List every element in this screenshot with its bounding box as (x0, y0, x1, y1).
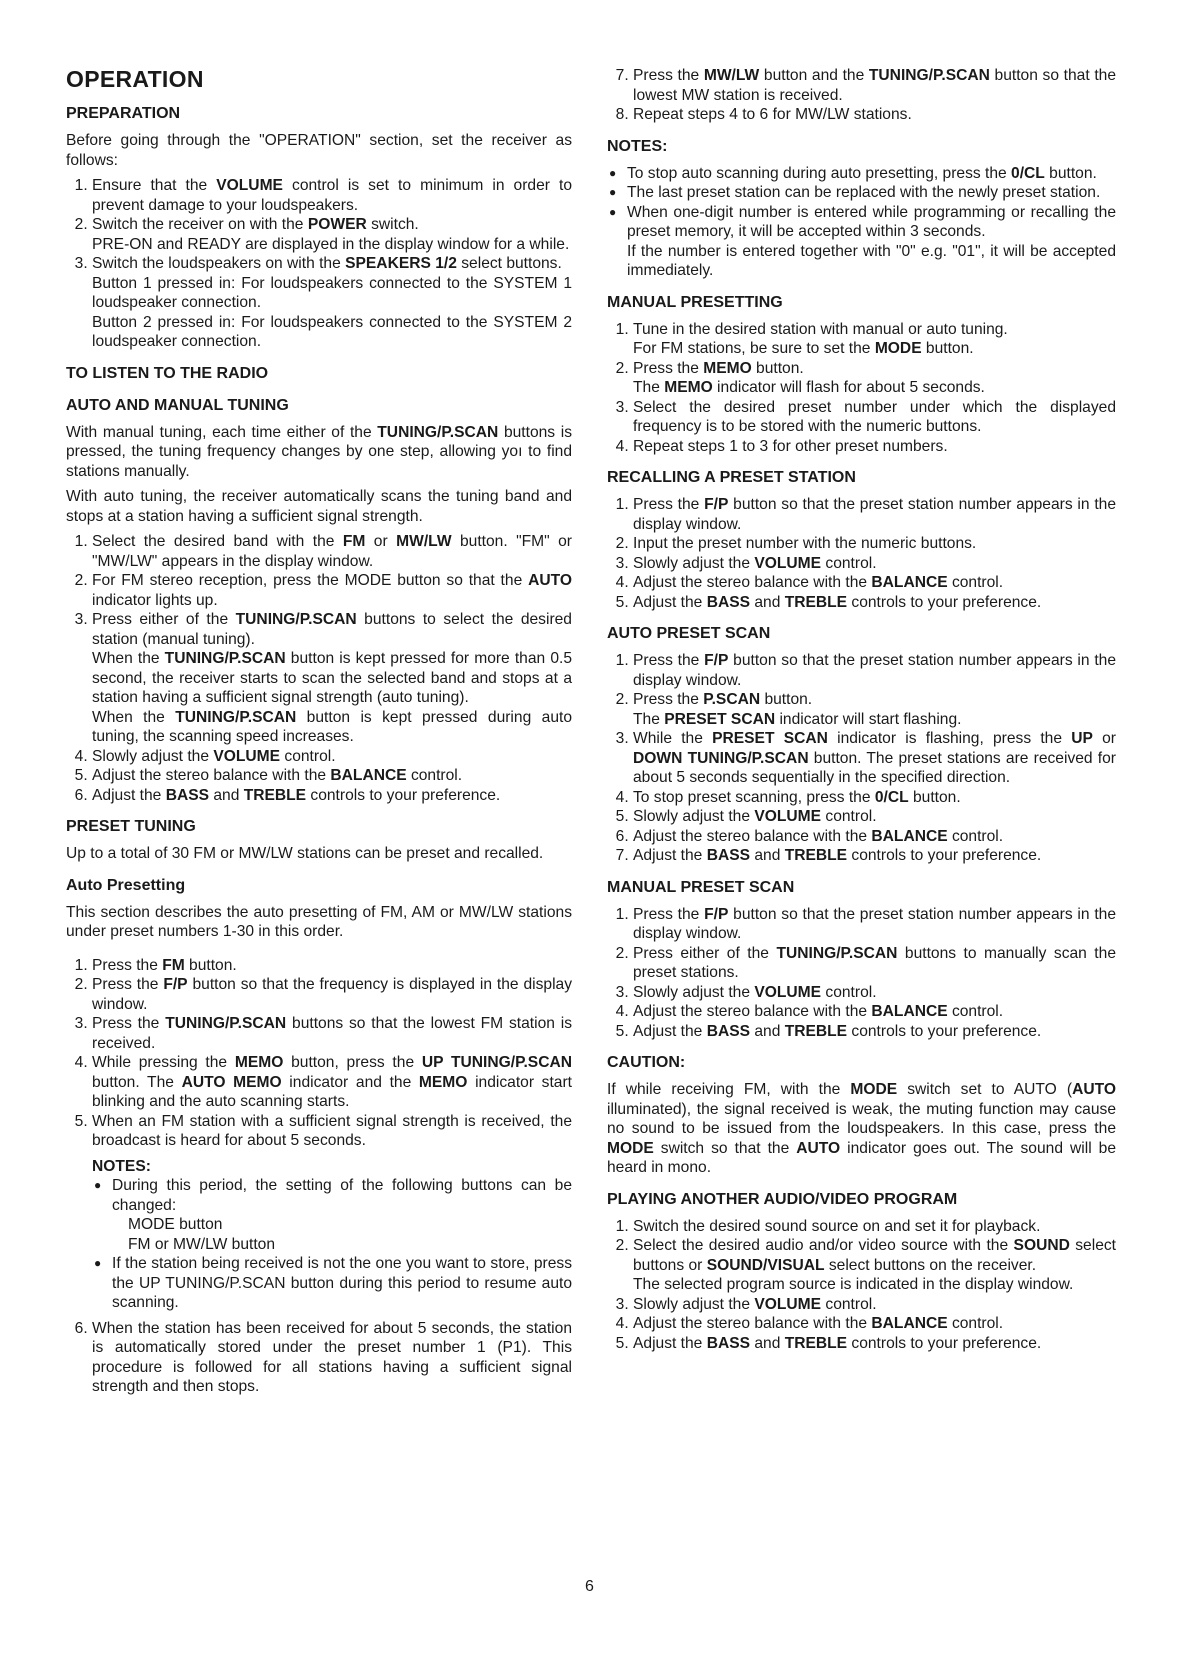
notes-heading: NOTES: (607, 137, 668, 155)
caution-heading: CAUTION: (607, 1054, 686, 1071)
step-item: 5. Adjust the BASS and TREBLE controls to your preference. (633, 1334, 1116, 1354)
step-item: 3. Press either of the TUNING/P.SCAN buttons to select the desired station (manual tuning). When the TUNING/P.SCAN button is kept pressed for more than 0.5 second, the receiver starts to scan the selected band and stops at a station having a sufficient signal strength (auto tuning). When the TUNING/P.SCAN button is kept pressed during auto tuning, the scanning speed increases. (92, 610, 572, 747)
notes-list (607, 164, 1116, 281)
step-item: 2. Input the preset number with the numeric buttons. (633, 534, 1116, 554)
step-item: 8. Repeat steps 4 to 6 for MW/LW stations. (633, 105, 1116, 125)
step-item: 2. Select the desired audio and/or video source with the SOUND select buttons or SOUND/VISUAL select buttons on the receiver. The selected program source is indicated in the display window. (633, 1236, 1116, 1295)
page-number: 6 (585, 1578, 594, 1595)
step-item: 2. Switch the receiver on with the POWER switch. PRE-ON and READY are displayed in the display window for a while. (92, 215, 572, 254)
auto-preset-scan-heading: AUTO PRESET SCAN (607, 625, 771, 642)
preparation-steps (66, 176, 572, 352)
step-item: 5. Slowly adjust the VOLUME control. (633, 807, 1116, 827)
manual-presetting-steps (607, 320, 1116, 457)
tuning-steps (66, 532, 572, 805)
auto-presetting-heading: Auto Presetting (66, 876, 186, 894)
preparation-heading: PREPARATION (66, 105, 181, 122)
auto-presetting-para: This section describes the auto presetting of FM, AM or MW/LW stations under preset numbers 1-30 in this order. (66, 903, 572, 940)
step-item: 4. Adjust the stereo balance with the BALANCE control. (633, 1314, 1116, 1334)
note-item: ● To stop auto scanning during auto presetting, press the 0/CL button. (607, 164, 1116, 184)
step-item: 4. Slowly adjust the VOLUME control. (92, 747, 572, 767)
step-item: 6. Adjust the stereo balance with the BALANCE control. (633, 827, 1116, 847)
step-item: 2. For FM stereo reception, press the MODE button so that the AUTO indicator lights up. (92, 571, 572, 610)
playing-heading: PLAYING ANOTHER AUDIO/VIDEO PROGRAM (607, 1190, 958, 1208)
listen-radio-heading: TO LISTEN TO THE RADIO (66, 364, 269, 382)
recalling-steps (607, 495, 1116, 612)
step-item: 2. Press the F/P button so that the frequency is displayed in the display window. (92, 975, 572, 1014)
preparation-intro: Before going through the "OPERATION" section, set the receiver as follows: (66, 132, 572, 169)
step-item: 5. When an FM station with a sufficient signal strength is received, the broadcast is heard for about 5 seconds. NOTES: ● During this period, the setting of the following buttons can be changed: MODE button FM or MW/LW button ● If the station being received is not the one you want to store, press the UP TUNING/P.SCAN button during this period to resume auto scanning. (92, 1112, 572, 1313)
step-item: 3. Select the desired preset number under which the displayed frequency is to be stored with the numeric buttons. (633, 398, 1116, 437)
right-column (607, 66, 1116, 1359)
step-item: 2. Press either of the TUNING/P.SCAN buttons to manually scan the preset stations. (633, 944, 1116, 983)
page-title: OPERATION (66, 66, 204, 92)
step-item: 1. Tune in the desired station with manual or auto tuning. For FM stations, be sure to set the MODE button. (633, 320, 1116, 359)
step-item: 5. Adjust the BASS and TREBLE controls to your preference. (633, 1022, 1116, 1042)
tuning-heading: AUTO AND MANUAL TUNING (66, 396, 289, 414)
step-item: 4. Adjust the stereo balance with the BALANCE control. (633, 573, 1116, 593)
tuning-para-manual: With manual tuning, each time either of the TUNING/P.SCAN buttons is pressed, the tuning frequency changes by one step, allowing yoı to find stations manually. (66, 423, 572, 480)
step-item: 1. Press the F/P button so that the preset station number appears in the display window. (633, 651, 1116, 690)
left-column (66, 66, 572, 1403)
step-item: 1. Press the FM button. (92, 956, 572, 976)
step-item: 1. Ensure that the VOLUME control is set to minimum in order to prevent damage to your loudspeakers. (92, 176, 572, 215)
step-item: 3. Switch the loudspeakers on with the SPEAKERS 1/2 select buttons. Button 1 pressed in: For loudspeakers connected to the SYSTEM 1 loudspeaker connection. Button 2 pressed in: For loudspeakers connected to the SYSTEM 2 loudspeaker connection. (92, 254, 572, 352)
step-item: 1. Press the F/P button so that the preset station number appears in the display window. (633, 905, 1116, 944)
preset-tuning-para: Up to a total of 30 FM or MW/LW stations can be preset and recalled. (66, 845, 544, 862)
step-item: 6. Adjust the BASS and TREBLE controls to your preference. (92, 786, 572, 806)
step-item: 3. Slowly adjust the VOLUME control. (633, 983, 1116, 1003)
step-item: 6. When the station has been received for about 5 seconds, the station is automatically stored under the preset number 1 (P1). This procedure is followed for all stations having a sufficient signal strength and then stops. (92, 1319, 572, 1397)
step-item: 4. While pressing the MEMO button, press the UP TUNING/P.SCAN button. The AUTO MEMO indicator and the MEMO indicator start blinking and the auto scanning starts. (92, 1053, 572, 1112)
step-item: 3. Slowly adjust the VOLUME control. (633, 554, 1116, 574)
manual-presetting-heading: MANUAL PRESETTING (607, 293, 783, 311)
step-item: 4. To stop preset scanning, press the 0/CL button. (633, 788, 1116, 808)
step-item: 2. Press the MEMO button. The MEMO indicator will flash for about 5 seconds. (633, 359, 1116, 398)
auto-presetting-steps (66, 956, 572, 1397)
manual-preset-scan-heading: MANUAL PRESET SCAN (607, 878, 795, 896)
step-item: 4. Repeat steps 1 to 3 for other preset numbers. (633, 437, 1116, 457)
step-item: 7. Adjust the BASS and TREBLE controls to your preference. (633, 846, 1116, 866)
step-item: 5. Adjust the stereo balance with the BALANCE control. (92, 766, 572, 786)
recalling-heading: RECALLING A PRESET STATION (607, 469, 856, 486)
caution-text: If while receiving FM, with the MODE switch set to AUTO (AUTO illuminated), the signal received is weak, the muting function may cause no sound to be issued from the loudspeakers. In this case, press the MODE switch so that the AUTO indicator goes out. The sound will be heard in mono. (607, 1081, 1116, 1176)
step-item: 4. Adjust the stereo balance with the BALANCE control. (633, 1002, 1116, 1022)
step-item: 7. Press the MW/LW button and the TUNING/P.SCAN button so that the lowest MW station is received. (633, 66, 1116, 105)
step-item: 1. Press the F/P button so that the preset station number appears in the display window. (633, 495, 1116, 534)
auto-presetting-continued-steps (607, 66, 1116, 125)
preset-tuning-heading: PRESET TUNING (66, 818, 196, 835)
playing-steps (607, 1217, 1116, 1354)
step-item: 5. Adjust the BASS and TREBLE controls to your preference. (633, 593, 1116, 613)
auto-preset-scan-steps (607, 651, 1116, 866)
step-item: 3. While the PRESET SCAN indicator is flashing, press the UP or DOWN TUNING/P.SCAN button. The preset stations are received for about 5 seconds sequentially in the specified direction. (633, 729, 1116, 788)
note-item: ● The last preset station can be replaced with the newly preset station. (607, 183, 1116, 203)
step-item: 3. Slowly adjust the VOLUME control. (633, 1295, 1116, 1315)
step-item: 2. Press the P.SCAN button. The PRESET SCAN indicator will start flashing. (633, 690, 1116, 729)
step-item: 1. Switch the desired sound source on and set it for playback. (633, 1217, 1116, 1237)
tuning-para-auto: With auto tuning, the receiver automatically scans the tuning band and stops at a station having a sufficient signal strength. (66, 488, 572, 525)
note-item: ● When one-digit number is entered while programming or recalling the preset memory, it will be accepted within 3 seconds. If the number is entered together with "0" e.g. "01", it will be accepted immediately. (607, 203, 1116, 281)
step-item: 3. Press the TUNING/P.SCAN buttons so that the lowest FM station is received. (92, 1014, 572, 1053)
manual-preset-scan-steps (607, 905, 1116, 1042)
step-item: 1. Select the desired band with the FM or MW/LW button. "FM" or "MW/LW" appears in the display window. (92, 532, 572, 571)
